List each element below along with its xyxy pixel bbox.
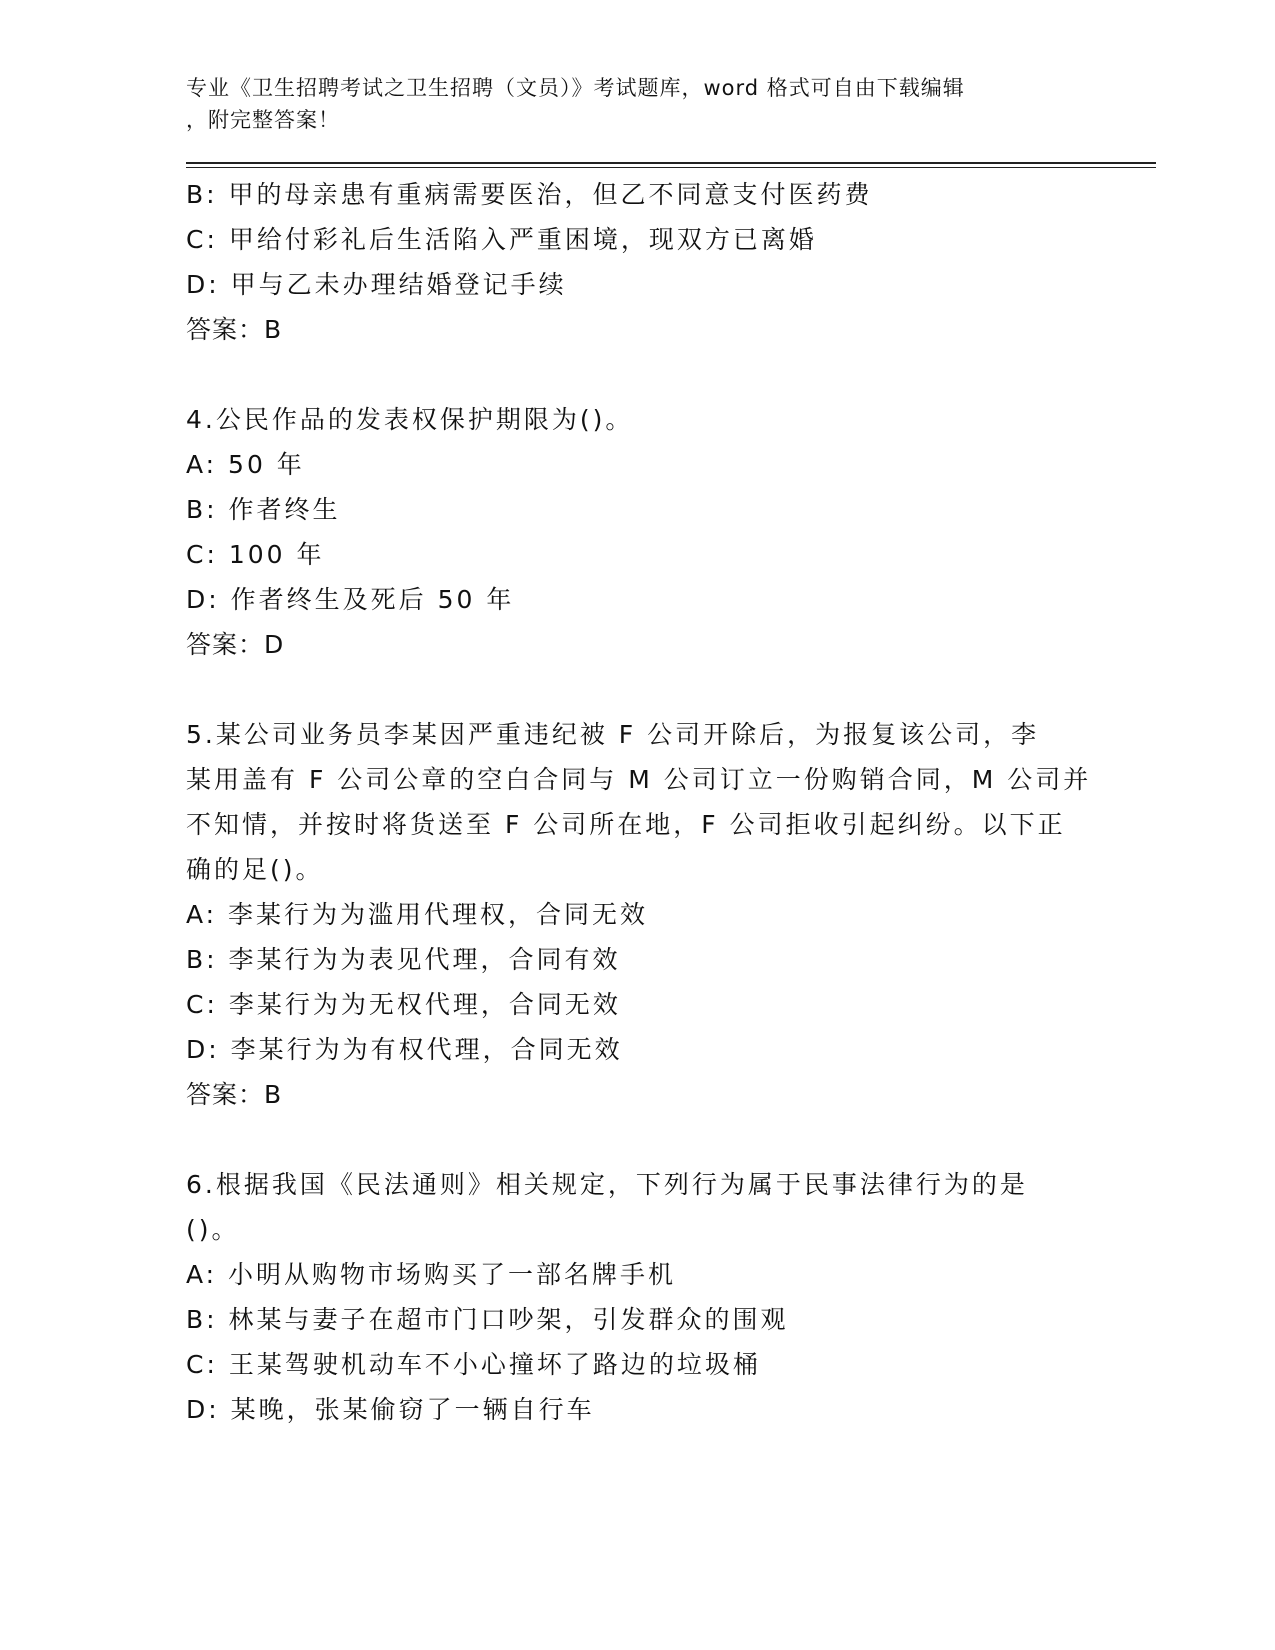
question-stem-line: 5.某公司业务员李某因严重违纪被 F 公司开除后，为报复该公司，李 xyxy=(186,720,1040,749)
question-3 xyxy=(186,172,1156,352)
option-d: D: 李某行为为有权代理，合同无效 xyxy=(186,1035,623,1064)
question-6 xyxy=(186,1162,1156,1432)
option-c: C: 王某驾驶机动车不小心撞坏了路边的垃圾桶 xyxy=(186,1350,761,1379)
option-d: D: 某晚，张某偷窃了一辆自行车 xyxy=(186,1395,595,1424)
option-d: D: 甲与乙未办理结婚登记手续 xyxy=(186,270,567,299)
question-5 xyxy=(186,712,1156,1117)
option-a: A: 小明从购物市场购买了一部名牌手机 xyxy=(186,1260,677,1289)
option-a: A: 李某行为为滥用代理权，合同无效 xyxy=(186,900,649,929)
question-stem: 4.公民作品的发表权保护期限为()。 xyxy=(186,405,634,434)
question-stem-line: ()。 xyxy=(186,1215,240,1244)
option-c: C: 100 年 xyxy=(186,540,325,569)
option-b: B: 甲的母亲患有重病需要医治，但乙不同意支付医药费 xyxy=(186,180,873,209)
question-stem-line: 某用盖有 F 公司公章的空白合同与 M 公司订立一份购销合同，M 公司并 xyxy=(186,765,1092,794)
question-stem-line: 确的足()。 xyxy=(186,855,324,884)
header-line-1: 专业《卫生招聘考试之卫生招聘（文员）》考试题库，word 格式可自由下载编辑 xyxy=(186,76,965,100)
document-page xyxy=(186,72,1156,1432)
question-list xyxy=(186,172,1156,1432)
document-header xyxy=(186,72,1066,136)
option-d: D: 作者终生及死后 50 年 xyxy=(186,585,515,614)
question-4 xyxy=(186,397,1156,667)
header-line-2: ，附完整答案！ xyxy=(186,108,340,132)
question-stem-line: 6.根据我国《民法通则》相关规定，下列行为属于民事法律行为的是 xyxy=(186,1170,1028,1199)
header-divider xyxy=(186,162,1156,168)
question-stem-line: 不知情，并按时将货送至 F 公司所在地，F 公司拒收引起纠纷。以下正 xyxy=(186,810,1066,839)
option-c: C: 甲给付彩礼后生活陷入严重困境，现双方已离婚 xyxy=(186,225,817,254)
option-a: A: 50 年 xyxy=(186,450,305,479)
answer: 答案：B xyxy=(186,315,283,344)
option-b: B: 作者终生 xyxy=(186,495,341,524)
answer: 答案：D xyxy=(186,630,285,659)
option-b: B: 李某行为为表见代理，合同有效 xyxy=(186,945,621,974)
option-c: C: 李某行为为无权代理，合同无效 xyxy=(186,990,621,1019)
answer: 答案：B xyxy=(186,1080,283,1109)
option-b: B: 林某与妻子在超市门口吵架，引发群众的围观 xyxy=(186,1305,789,1334)
